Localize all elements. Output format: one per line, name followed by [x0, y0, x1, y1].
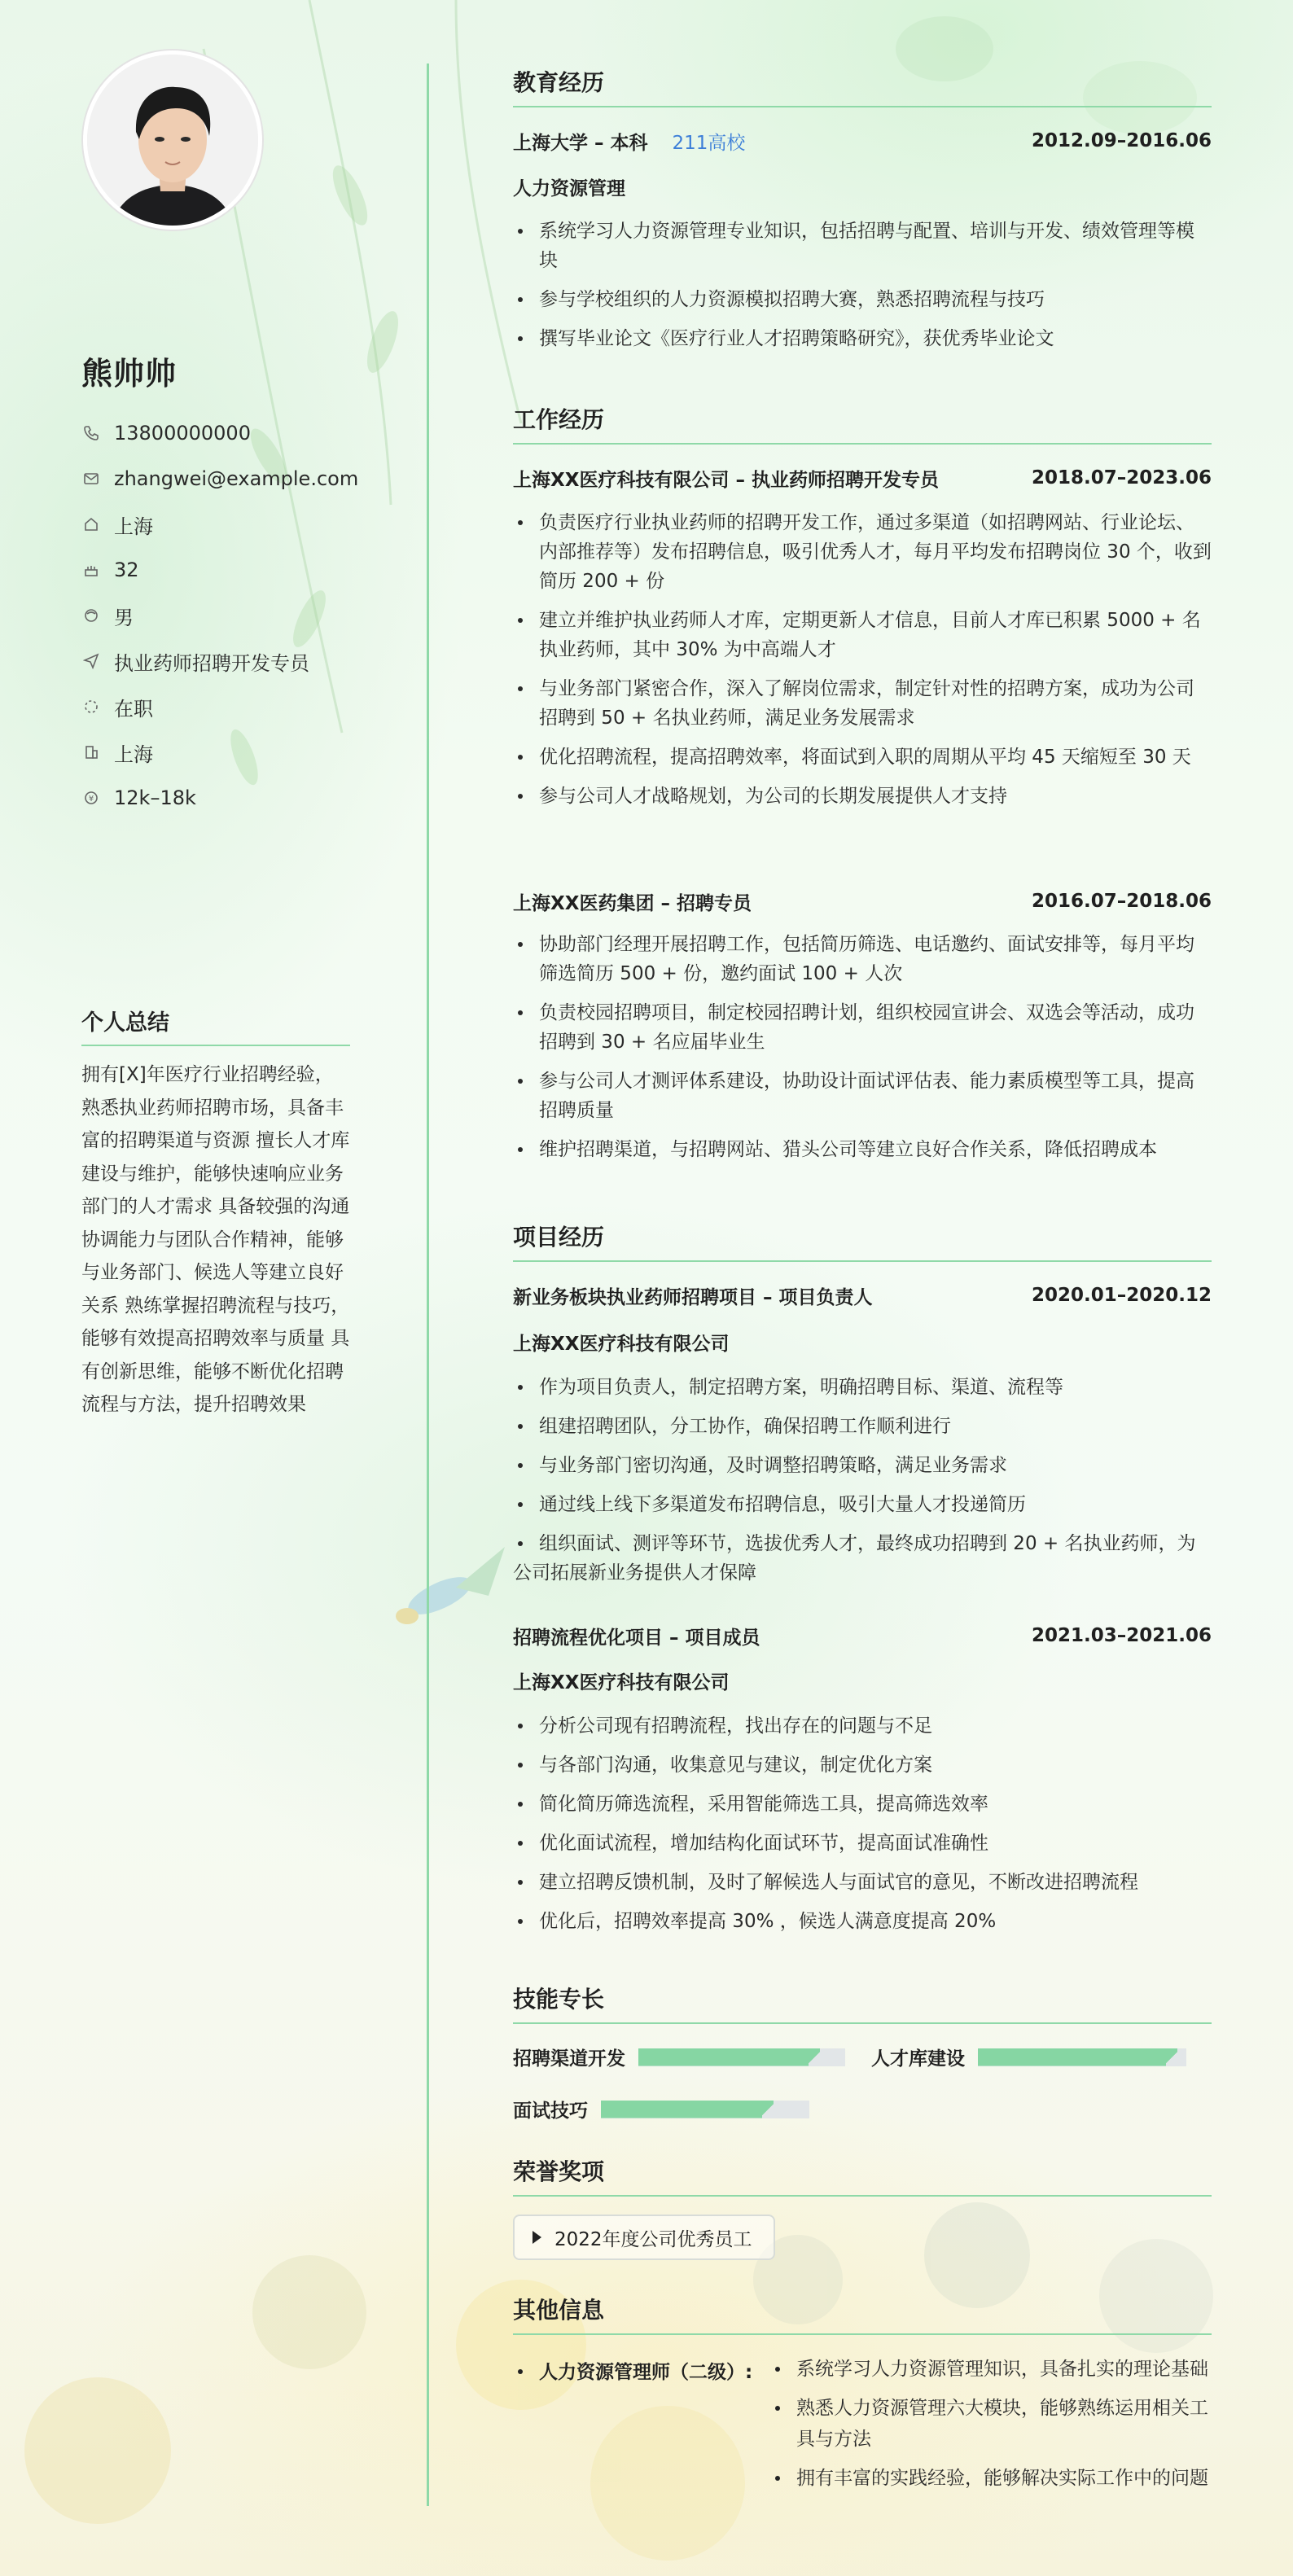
mail-icon — [81, 469, 101, 488]
other-heading: 其他信息 — [513, 2293, 1212, 2335]
skill-item — [513, 2044, 845, 2070]
project-list-2 — [513, 1711, 1212, 1946]
email-row — [81, 456, 407, 502]
play-icon — [533, 2231, 541, 2244]
education-school: 上海大学 – 本科 — [513, 132, 648, 154]
status-row — [81, 684, 407, 729]
list-item: 通过线上线下多渠道发布招聘信息，吸引大量人才投递简历 — [513, 1490, 1212, 1519]
work-date-1: 2018.07–2023.06 — [1031, 467, 1212, 488]
summary-text: 拥有[X]年医疗行业招聘经验，熟悉执业药师招聘市场，具备丰富的招聘渠道与资源 擅长人才库建设与维护，能够快速响应业务部门的人才需求 具备较强的沟通协调能力与团队合作精神，能够与业务部门、候选人等建立良好关系 熟练掌握招聘流程与技巧，能够有效提高招聘效率与质量 具有创新思维，能够不断优化招聘流程与方法，提升招聘效果 — [81, 1064, 350, 1415]
list-item: 参与学校组织的人力资源模拟招聘大赛，熟悉招聘流程与技巧 — [513, 285, 1212, 314]
work-date-2: 2016.07–2018.06 — [1031, 891, 1212, 912]
education-tag: 211高校 — [672, 132, 746, 154]
list-item: 组织面试、测评等环节，选拔优秀人才，最终成功招聘到 20 + 名执业药师，为公司拓展新业务提供人才保障 — [513, 1529, 1212, 1588]
gender-row — [81, 593, 407, 638]
list-item: 分析公司现有招聘流程，找出存在的问题与不足 — [513, 1711, 1212, 1741]
list-item: 维护招聘渠道，与招聘网站、猎头公司等建立良好合作关系，降低招聘成本 — [513, 1135, 1212, 1164]
location-text: 上海 — [114, 515, 153, 538]
list-item: 组建招聘团队，分工协作，确保招聘工作顺利进行 — [513, 1412, 1212, 1441]
list-item: 协助部门经理开展招聘工作，包括简历筛选、电话邀约、面试安排等，每月平均筛选简历 500 + 份，邀约面试 100 + 人次 — [513, 930, 1212, 988]
project-company-2: 上海XX医疗科技有限公司 — [513, 1672, 730, 1693]
list-item: 负责医疗行业执业药师的招聘开发工作，通过多渠道（如招聘网站、行业论坛、内部推荐等）发布招聘信息，吸引优秀人才，每月平均发布招聘岗位 30 个，收到简历 200 + 份 — [513, 508, 1212, 596]
list-item: 优化招聘流程，提高招聘效率，将面试到入职的周期从平均 45 天缩短至 30 天 — [513, 743, 1212, 772]
building-icon — [81, 743, 101, 762]
loading-icon — [81, 697, 101, 716]
list-item: 参与公司人才测评体系建设，协助设计面试评估表、能力素质模型等工具，提高招聘质量 — [513, 1067, 1212, 1125]
list-item: 系统学习人力资源管理专业知识，包括招聘与配置、培训与开发、绩效管理等模块 — [513, 217, 1212, 275]
list-item: 建立并维护执业药师人才库，定期更新人才信息，目前人才库已积累 5000 + 名执业药师，其中 30% 为中高端人才 — [513, 606, 1212, 664]
skill-bar — [601, 2101, 809, 2118]
summary-heading: 个人总结 — [81, 1005, 350, 1046]
salary-text: 12k–18k — [114, 786, 196, 809]
skill-bar — [638, 2048, 845, 2066]
target-city-row — [81, 729, 407, 775]
skill-bar-edge — [1166, 2048, 1177, 2066]
phone-text: 13800000000 — [114, 422, 251, 445]
cake-icon — [81, 560, 101, 580]
list-item: 与业务部门紧密合作，深入了解岗位需求，制定针对性的招聘方案，成功为公司招聘到 50 + 名执业药师，满足业务发展需求 — [513, 674, 1212, 733]
list-item: 熟悉人力资源管理六大模块，能够熟练运用相关工具与方法 — [772, 2393, 1212, 2455]
skill-item — [871, 2044, 1186, 2070]
skill-name: 招聘渠道开发 — [513, 2048, 625, 2070]
list-item: 建立招聘反馈机制，及时了解候选人与面试官的意见，不断改进招聘流程 — [513, 1868, 1212, 1897]
education-row — [513, 127, 1212, 155]
skill-bar-fill — [638, 2048, 814, 2066]
location-row — [81, 502, 407, 547]
list-item: 参与公司人才战略规划，为公司的长期发展提供人才支持 — [513, 782, 1212, 811]
job-target-text: 执业药师招聘开发专员 — [114, 651, 309, 675]
project-date-2: 2021.03–2021.06 — [1031, 1625, 1212, 1646]
list-item: 系统学习人力资源管理知识，具备扎实的理论基础 — [772, 2354, 1212, 2385]
list-item: 负责校园招聘项目，制定校园招聘计划，组织校园宣讲会、双选会等活动，成功招聘到 30 + 名应届毕业生 — [513, 998, 1212, 1057]
money-icon — [81, 788, 101, 808]
skill-bar — [978, 2048, 1186, 2066]
status-text: 在职 — [114, 697, 153, 721]
list-item: 撰写毕业论文《医疗行业人才招聘策略研究》，获优秀毕业论文 — [513, 324, 1212, 353]
award-chip — [513, 2215, 775, 2260]
skill-bar-fill — [978, 2048, 1172, 2066]
job-target-row — [81, 638, 407, 684]
education-heading: 教育经历 — [513, 65, 1212, 107]
work-list-1 — [513, 508, 1212, 821]
skill-name: 面试技巧 — [513, 2101, 588, 2122]
home-icon — [81, 515, 101, 534]
age-row — [81, 547, 407, 593]
skill-bar-fill — [601, 2101, 768, 2118]
skill-bar-edge — [809, 2048, 820, 2066]
project-heading-2: 招聘流程优化项目 – 项目成员 — [513, 1627, 760, 1649]
gender-icon — [81, 606, 101, 625]
list-item: 简化简历筛选流程，采用智能筛选工具，提高筛选效率 — [513, 1790, 1212, 1819]
project-row-1 — [513, 1281, 1212, 1309]
avatar — [83, 50, 262, 230]
list-item: 优化面试流程，增加结构化面试环节，提高面试准确性 — [513, 1829, 1212, 1858]
candidate-name: 熊帅帅 — [81, 356, 178, 392]
email-text: zhangwei@example.com — [114, 467, 359, 490]
list-item: 作为项目负责人，制定招聘方案，明确招聘目标、渠道、流程等 — [513, 1373, 1212, 1402]
skill-name: 人才库建设 — [871, 2048, 965, 2070]
education-major: 人力资源管理 — [513, 178, 625, 199]
project-company-1: 上海XX医疗科技有限公司 — [513, 1334, 730, 1355]
skill-item — [513, 2096, 809, 2123]
target-city-text: 上海 — [114, 743, 153, 766]
list-item: 拥有丰富的实践经验，能够解决实际工作中的问题 — [772, 2463, 1212, 2494]
svg-text:¥: ¥ — [88, 795, 94, 804]
work-heading-2: 上海XX医药集团 – 招聘专员 — [513, 892, 752, 914]
salary-row — [81, 775, 407, 821]
project-list-1 — [513, 1373, 1212, 1597]
list-item: 与业务部门密切沟通，及时调整招聘策略，满足业务需求 — [513, 1451, 1212, 1480]
project-row-2 — [513, 1622, 1212, 1649]
award-text: 2022年度公司优秀员工 — [554, 2228, 752, 2250]
list-item: 优化后，招聘效率提高 30% ，候选人满意度提高 20% — [513, 1907, 1212, 1936]
certificate-list — [772, 2354, 1212, 2502]
send-icon — [81, 651, 101, 671]
work-heading-1: 上海XX医疗科技有限公司 – 执业药师招聘开发专员 — [513, 469, 939, 491]
work-list-2 — [513, 930, 1212, 1174]
work-heading: 工作经历 — [513, 402, 1212, 445]
project-date-1: 2020.01–2020.12 — [1031, 1285, 1212, 1306]
phone-row — [81, 410, 407, 456]
work-row-2 — [513, 887, 1212, 915]
work-row-1 — [513, 464, 1212, 492]
projects-heading: 项目经历 — [513, 1220, 1212, 1262]
age-text: 32 — [114, 559, 139, 581]
skill-bar-edge — [762, 2101, 774, 2118]
honors-heading: 荣誉奖项 — [513, 2154, 1212, 2197]
contact-info-list — [81, 410, 407, 821]
project-heading-1: 新业务板块执业药师招聘项目 – 项目负责人 — [513, 1286, 873, 1308]
education-list — [513, 217, 1212, 363]
gender-text: 男 — [114, 606, 134, 629]
skills-heading: 技能专长 — [513, 1982, 1212, 2024]
phone-icon — [81, 423, 101, 443]
education-date: 2012.09–2016.06 — [1031, 130, 1212, 151]
certificate-label: 人力资源管理师（二级）: — [513, 2357, 752, 2384]
list-item: 与各部门沟通，收集意见与建议，制定优化方案 — [513, 1750, 1212, 1780]
column-divider — [427, 64, 429, 2506]
portrait-image — [87, 55, 258, 226]
